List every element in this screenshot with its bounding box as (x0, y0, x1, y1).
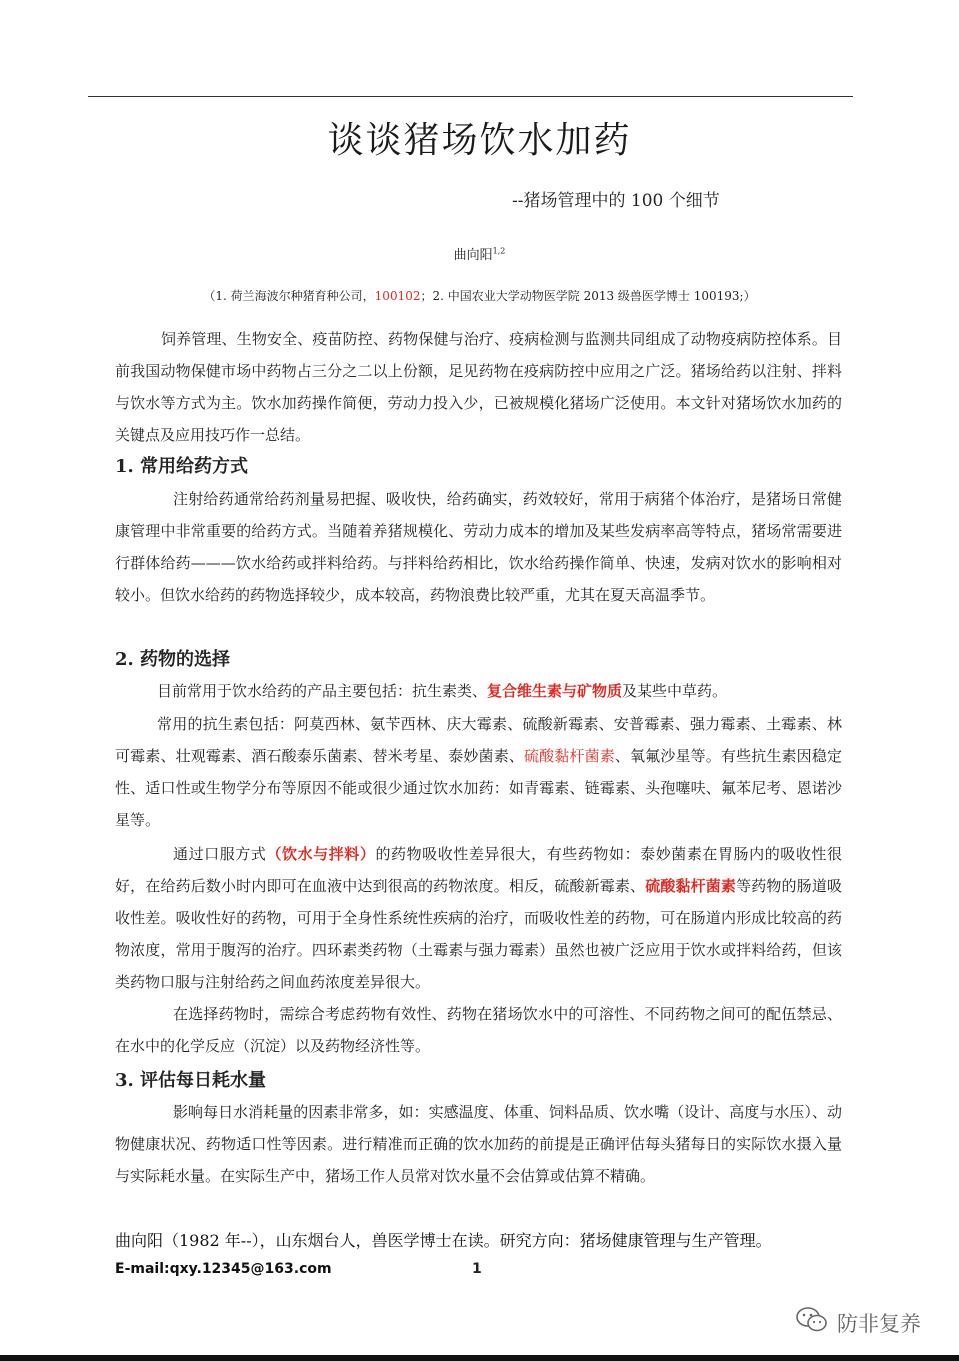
page-subtitle: --猪场管理中的 100 个细节 (512, 191, 720, 211)
page-number: 1 (472, 1261, 482, 1277)
text-span: 常用的抗生素包括：阿莫西林、氨苄西林、庆大霉素、硫酸新霉素、安普霉素、强力霉素、土霉素、林可霉素、壮观霉素、酒石酸泰乐菌素、替米考星、泰妙菌素、 (115, 715, 842, 765)
section2-paragraph-3 (115, 838, 842, 998)
text-span: 的药物吸收性差异很大，有些药物如：泰妙菌素在胃肠内的吸收性很好，在给药后数小时内即可在血液中达到很高的药物浓度。相反，硫酸新霉素、 (115, 845, 842, 895)
text-span: 目前常用于饮水给药的产品主要包括：抗生素类、 (157, 682, 488, 700)
text-span: 及某些中草药。 (622, 682, 728, 700)
header-rule (88, 96, 853, 97)
wechat-icon (795, 1305, 829, 1340)
highlight-colistin: 硫酸黏杆菌素 (524, 747, 615, 765)
page-title: 谈谈猪场饮水加药 (327, 120, 632, 161)
section1-paragraph: 注射给药通常给药剂量易把握、吸收快，给药确实，药效较好，常用于病猪个体治疗，是猪场日常健康管理中非常重要的给药方式。当随着养猪规模化、劳动力成本的增加及某些发病率高等特点，猪场常需要进行群体给药———饮水给药或拌料给药。与拌料给药相比，饮水给药操作简单、快速，发病对饮水的影响相对较小。但饮水给药的药物选择较少，成本较高，药物浪费比较严重，尤其在夏天高温季节。 (115, 490, 842, 604)
affiliation-part2: ；2. 中国农业大学动物医学院 2013 级兽医学博士 100193;） (420, 289, 756, 303)
intro-paragraph: 饲养管理、生物安全、疫苗防控、药物保健与治疗、疫病检测与监测共同组成了动物疫病防控体系。目前我国动物保健市场中药物占三分之二以上份额，足见药物在疫病防控中应用之广泛。猪场给药以注射、拌料与饮水等方式为主。饮水加药操作简便，劳动力投入少，已被规模化猪场广泛使用。本文针对猪场饮水加药的关键点及应用技巧作一总结。 (115, 330, 842, 444)
affiliation-postcode: 100102 (374, 289, 421, 303)
watermark (795, 1305, 921, 1340)
author-bio: 曲向阳（1982 年--），山东烟台人，兽医学博士在读。研究方向：猪场健康管理与生产管理。 (115, 1231, 772, 1250)
section2-paragraph-4: 在选择药物时，需综合考虑药物有效性、药物在猪场饮水中的可溶性、不同药物之间可的配伍禁忌、在水中的化学反应（沉淀）以及药物经济性等。 (115, 1005, 842, 1055)
highlight-colistin-2: 硫酸黏杆菌素 (645, 877, 737, 895)
watermark-text: 防非复养 (837, 1311, 921, 1336)
bottom-bar (0, 1355, 959, 1361)
affiliation (0, 287, 959, 304)
section2-paragraph-1 (115, 675, 842, 707)
author-line (0, 244, 959, 263)
section3-heading: 3. 评估每日耗水量 (115, 1070, 267, 1091)
highlight-vitamins-minerals: 复合维生素与矿物质 (487, 682, 623, 700)
section2-heading: 2. 药物的选择 (115, 649, 231, 670)
affiliation-part1: （1. 荷兰海波尔种猪育种公司， (203, 289, 375, 303)
highlight-oral-route: （饮水与拌料） (266, 845, 376, 863)
section1-heading: 1. 常用给药方式 (115, 456, 249, 477)
text-span: 通过口服方式 (173, 845, 267, 863)
section2-paragraph-2 (115, 708, 842, 836)
author-email[interactable]: E-mail:qxy.12345@163.com (115, 1261, 332, 1277)
author-name: 曲向阳 (453, 248, 493, 263)
text-span: 等药物的肠道吸收性差。吸收性好的药物，可用于全身性系统性疾病的治疗，而吸收性差的药物，可在肠道内形成比较高的药物浓度，常用于腹泻的治疗。四环素类药物（土霉素与强力霉素）虽然也被广泛应用于饮水或拌料给药，但该类药物口服与注射给药之间血药浓度差异很大。 (115, 877, 842, 991)
section3-paragraph: 影响每日水消耗量的因素非常多，如：实感温度、体重、饲料品质、饮水嘴（设计、高度与水压）、动物健康状况、药物适口性等因素。进行精准而正确的饮水加药的前提是正确评估每头猪每日的实际饮水摄入量与实际耗水量。在实际生产中，猪场工作人员常对饮水量不会估算或估算不精确。 (115, 1103, 842, 1185)
text-span: 、氧氟沙星等。有些抗生素因稳定性、适口性或生物学分布等原因不能或很少通过饮水加药：如青霉素、链霉素、头孢噻呋、氟苯尼考、恩诺沙星等。 (115, 747, 842, 829)
author-superscript: 1,2 (492, 246, 506, 256)
